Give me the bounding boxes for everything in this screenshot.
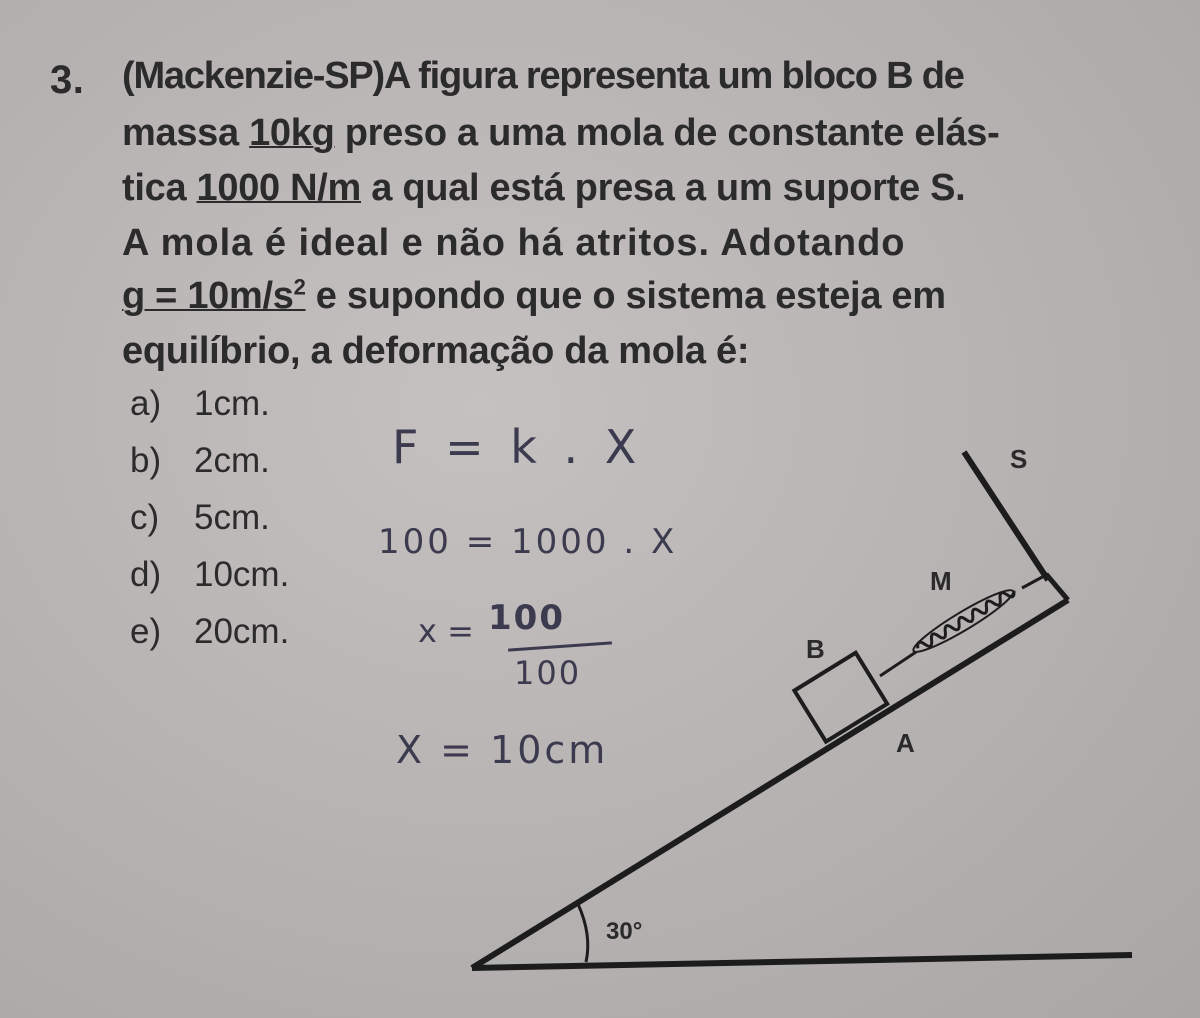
- question-number: 3.: [50, 58, 85, 102]
- spring-label: M: [930, 566, 952, 596]
- gravity-text: g = 10m/s: [122, 275, 294, 317]
- support-label: S: [1010, 444, 1028, 474]
- spring-coil: [909, 583, 1019, 659]
- question-line-3-post: a qual está presa a um suporte S.: [361, 167, 966, 209]
- angle-arc: [578, 904, 588, 962]
- ground-line: [472, 955, 1132, 968]
- question-line-5-post: e supondo que o sistema esteja em: [305, 275, 946, 317]
- option-letter: b): [130, 441, 162, 480]
- option-text: 2cm.: [194, 441, 270, 480]
- option-text: 5cm.: [194, 498, 270, 537]
- angle-label: 30°: [606, 918, 643, 945]
- incline-line: [472, 600, 1068, 968]
- handwritten-equation: 100 = 1000 . X: [378, 522, 678, 562]
- question-source: (Mackenzie-SP): [122, 55, 384, 97]
- support-rod: [964, 452, 1048, 580]
- spring-wire-bottom: [880, 652, 916, 676]
- question-line-2-post: preso a uma mola de constante elás-: [334, 112, 1000, 154]
- option-text: 20cm.: [194, 612, 290, 651]
- block-b: [794, 653, 887, 742]
- handwritten-numerator: 100: [488, 598, 565, 638]
- question-line-6: equilíbrio, a deformação da mola é:: [122, 330, 750, 372]
- point-label: A: [896, 728, 915, 758]
- gravity-exponent: 2: [293, 274, 306, 300]
- option-text: 10cm.: [194, 555, 290, 594]
- handwritten-formula: F = k . X: [392, 420, 643, 474]
- option-letter: e): [130, 612, 162, 651]
- handwritten-denominator: 100: [514, 654, 582, 692]
- handwritten-x-label: x =: [418, 612, 474, 650]
- question-line-2-pre: massa: [122, 112, 250, 154]
- option-letter: a): [130, 384, 162, 423]
- mass-value: 10kg: [249, 112, 335, 154]
- question-line-3-pre: tica: [122, 167, 197, 209]
- question-line-1-text: A figura representa um bloco B de: [383, 55, 964, 97]
- option-letter: d): [130, 555, 162, 594]
- question-line-4: A mola é ideal e não há atritos. Adotando: [122, 222, 906, 264]
- option-letter: c): [130, 498, 160, 537]
- spring-constant-value: 1000 N/m: [196, 167, 362, 209]
- handwritten-result: X = 10cm: [396, 728, 609, 772]
- option-text: 1cm.: [194, 384, 270, 423]
- spring-wire-top: [1022, 575, 1046, 588]
- block-label: B: [806, 634, 825, 664]
